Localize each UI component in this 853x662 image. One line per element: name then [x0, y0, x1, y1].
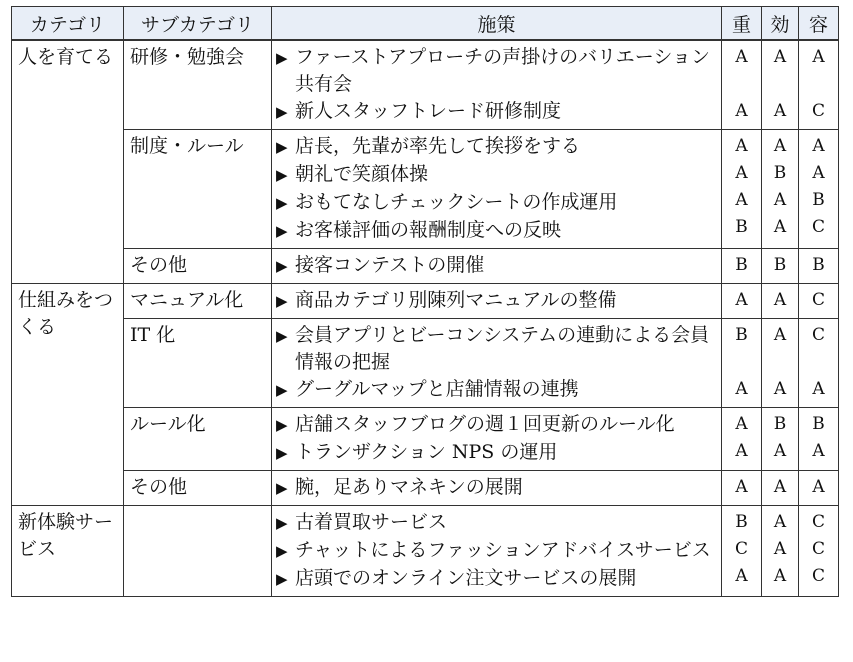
importance-rating-cell	[722, 40, 762, 130]
measure-item-text: ファーストアプローチの声掛けのバリエーション共有会	[295, 46, 710, 95]
measure-item-text: 会員アプリとビーコンシステムの連動による会員情報の把握	[295, 324, 710, 373]
header-effect: 効	[762, 7, 799, 41]
importance-rating: B	[735, 325, 748, 345]
importance-rating: C	[734, 539, 748, 559]
bullet-triangle-icon: ▶	[276, 416, 288, 434]
measure-item	[276, 439, 715, 467]
measure-item-text: 新人スタッフトレード研修制度	[295, 100, 562, 122]
table-row	[12, 408, 839, 471]
measure-item-text: お客様評価の報酬制度への反映	[295, 219, 562, 241]
measure-item	[276, 44, 715, 98]
importance-rating-cell	[722, 471, 762, 506]
ease-rating: C	[811, 217, 825, 237]
effect-rating: A	[773, 477, 787, 497]
header-category: カテゴリ	[12, 7, 124, 41]
ease-rating-cell	[799, 319, 839, 408]
measure-item	[276, 133, 715, 161]
importance-rating: A	[735, 414, 748, 434]
table-row	[12, 319, 839, 408]
bullet-triangle-icon: ▶	[276, 542, 288, 560]
measure-item-text: チャットによるファッションアドバイスサービス	[295, 539, 711, 561]
ease-rating: A	[812, 136, 825, 156]
ease-rating: C	[811, 325, 825, 345]
ease-rating: A	[812, 47, 825, 67]
bullet-triangle-icon: ▶	[276, 381, 288, 399]
table-header-row	[12, 7, 839, 41]
measure-item-text: 店長，先輩が率先して挨拶をする	[295, 135, 581, 157]
bullet-triangle-icon: ▶	[276, 103, 288, 121]
bullet-triangle-icon: ▶	[276, 49, 288, 67]
importance-rating-cell	[722, 249, 762, 284]
subcategory-cell: その他	[124, 471, 272, 506]
measure-item-text: グーグルマップと店舗情報の連携	[295, 378, 579, 400]
importance-rating: A	[735, 190, 748, 210]
effect-rating-cell	[762, 130, 799, 249]
effect-rating: B	[773, 163, 787, 183]
measure-cell	[272, 284, 722, 319]
measure-cell	[272, 471, 722, 506]
bullet-triangle-icon: ▶	[276, 479, 288, 497]
header-subcategory: サブカテゴリ	[124, 7, 272, 41]
importance-rating: A	[735, 379, 748, 399]
importance-rating: A	[735, 47, 748, 67]
subcategory-cell: IT 化	[124, 319, 272, 408]
effect-rating: B	[773, 414, 787, 434]
header-importance: 重	[722, 7, 762, 41]
measure-cell	[272, 130, 722, 249]
measure-cell	[272, 249, 722, 284]
measure-item-text: 古着買取サービス	[295, 511, 448, 533]
bullet-triangle-icon: ▶	[276, 222, 288, 240]
table-row	[12, 249, 839, 284]
ease-rating: A	[812, 379, 825, 399]
effect-rating: A	[773, 290, 787, 310]
importance-rating: B	[735, 255, 748, 275]
ease-rating-cell	[799, 130, 839, 249]
importance-rating: A	[735, 566, 748, 586]
effect-rating: A	[773, 101, 787, 121]
subcategory-cell: ルール化	[124, 408, 272, 471]
effect-rating: B	[773, 255, 787, 275]
effect-rating: A	[773, 539, 787, 559]
ease-rating-cell	[799, 249, 839, 284]
ease-rating-cell	[799, 40, 839, 130]
importance-rating: A	[735, 290, 748, 310]
measure-item-text: 腕，足ありマネキンの展開	[295, 476, 523, 498]
effect-rating-cell	[762, 284, 799, 319]
measure-item	[276, 537, 715, 565]
measure-item	[276, 565, 715, 593]
importance-rating-cell	[722, 506, 762, 597]
bullet-triangle-icon: ▶	[276, 166, 288, 184]
table-row	[12, 471, 839, 506]
effect-rating: A	[773, 136, 787, 156]
ease-rating: C	[811, 566, 825, 586]
bullet-triangle-icon: ▶	[276, 570, 288, 588]
effect-rating-cell	[762, 40, 799, 130]
table-body	[12, 40, 839, 597]
subcategory-cell: 制度・ルール	[124, 130, 272, 249]
effect-rating-cell	[762, 249, 799, 284]
effect-rating: A	[773, 47, 787, 67]
effect-rating: A	[773, 217, 787, 237]
bullet-triangle-icon: ▶	[276, 194, 288, 212]
measure-item	[276, 474, 715, 502]
measure-cell	[272, 506, 722, 597]
importance-rating: A	[735, 441, 748, 461]
measure-cell	[272, 408, 722, 471]
ease-rating-cell	[799, 408, 839, 471]
measures-table	[11, 6, 839, 597]
effect-rating-cell	[762, 471, 799, 506]
measure-item	[276, 161, 715, 189]
bullet-triangle-icon: ▶	[276, 138, 288, 156]
header-ease: 容	[799, 7, 839, 41]
importance-rating: A	[735, 101, 748, 121]
measure-item-text: 店舗スタッフブログの週１回更新のルール化	[295, 413, 675, 435]
importance-rating: A	[735, 477, 748, 497]
measure-item-text: 店頭でのオンライン注文サービスの展開	[295, 567, 637, 589]
bullet-triangle-icon: ▶	[276, 327, 288, 345]
effect-rating: A	[773, 566, 787, 586]
effect-rating-cell	[762, 319, 799, 408]
importance-rating: A	[735, 136, 748, 156]
header-measure: 施策	[272, 7, 722, 41]
measure-item-text: おもてなしチェックシートの作成運用	[295, 191, 618, 213]
subcategory-cell: その他	[124, 249, 272, 284]
ease-rating: C	[811, 290, 825, 310]
measure-cell	[272, 319, 722, 408]
subcategory-cell: マニュアル化	[124, 284, 272, 319]
measure-item	[276, 376, 715, 404]
measure-item-text: トランザクション NPS の運用	[295, 441, 558, 463]
category-cell: 人を育てる	[12, 40, 124, 284]
measure-cell	[272, 40, 722, 130]
ease-rating: B	[812, 414, 825, 434]
ease-rating: C	[811, 512, 825, 532]
effect-rating: A	[773, 441, 787, 461]
importance-rating-cell	[722, 319, 762, 408]
category-cell: 新体験サービス	[12, 506, 124, 597]
ease-rating: B	[812, 190, 825, 210]
ease-rating-cell	[799, 506, 839, 597]
effect-rating: A	[773, 325, 787, 345]
effect-rating-cell	[762, 408, 799, 471]
subcategory-cell	[124, 506, 272, 597]
table-row	[12, 506, 839, 597]
importance-rating: B	[735, 217, 748, 237]
table-row	[12, 40, 839, 130]
measure-item	[276, 509, 715, 537]
measure-item	[276, 252, 715, 280]
importance-rating: B	[735, 512, 748, 532]
table-row	[12, 130, 839, 249]
measure-item-text: 商品カテゴリ別陳列マニュアルの整備	[295, 289, 617, 311]
importance-rating-cell	[722, 284, 762, 319]
measure-item	[276, 411, 715, 439]
effect-rating: A	[773, 190, 787, 210]
measure-item	[276, 217, 715, 245]
ease-rating: A	[812, 163, 825, 183]
table-row	[12, 284, 839, 319]
effect-rating-cell	[762, 506, 799, 597]
ease-rating: A	[812, 477, 825, 497]
ease-rating-cell	[799, 471, 839, 506]
effect-rating: A	[773, 379, 787, 399]
importance-rating-cell	[722, 130, 762, 249]
ease-rating: A	[812, 441, 825, 461]
measure-item	[276, 287, 715, 315]
measure-item-text: 接客コンテストの開催	[295, 254, 485, 276]
ease-rating: B	[812, 255, 825, 275]
ease-rating-cell	[799, 284, 839, 319]
ease-rating: C	[811, 101, 825, 121]
importance-rating: A	[735, 163, 748, 183]
measure-item	[276, 98, 715, 126]
category-cell: 仕組みをつくる	[12, 284, 124, 506]
bullet-triangle-icon: ▶	[276, 292, 288, 310]
bullet-triangle-icon: ▶	[276, 257, 288, 275]
bullet-triangle-icon: ▶	[276, 514, 288, 532]
bullet-triangle-icon: ▶	[276, 444, 288, 462]
measure-item	[276, 322, 715, 376]
importance-rating-cell	[722, 408, 762, 471]
subcategory-cell: 研修・勉強会	[124, 40, 272, 130]
ease-rating: C	[811, 539, 825, 559]
measure-item-text: 朝礼で笑顔体操	[295, 163, 429, 185]
measure-item	[276, 189, 715, 217]
effect-rating: A	[773, 512, 787, 532]
